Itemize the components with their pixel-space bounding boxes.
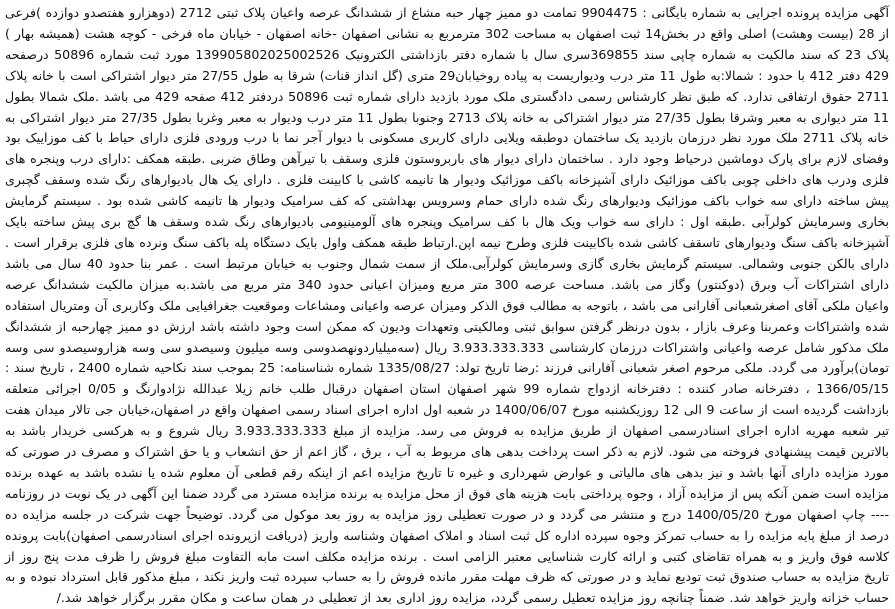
auction-notice-body-text: آگهی مزایده پرونده اجرایی به شماره بایگانی : 9904475 تمامت دو ممیز چهار حبه مشاع از ششدانگ عرصه واعیان پلاک ثبتی 2712 (دوهزارو هفتصدو دوازده )فرعی از 28 (بیست وهشت) اصلی واقع در بخش14 ثبت اصفهان به مساحت 302 مترمربع به نشانی اصفهان -خانه اصفهان - خیابان ماه فرخی - کوچه هشت (همیشه بهار ) پلاک 23 که سند مالکیت به شماره چاپی سند 369855سری سال با شماره دفتر بازداشتی الکترونیک 139905802025002526 مورد ثبت شماره 50896 درصفحه 429 دفتر 412 با حدود : شمالا:به طول 11 متر درب ودیواریست به پیاده روخیابان29 متری (گل انداز قنات) شرقا به طول 27/55 متر دیوار اشتراکی است با خانه پلاک 2711 حقوق ارتفاقی ندارد. که طبق نظر کارشناس رسمی دادگستری ملک مورد بازدید دارای شماره ثبت 50896 دردفتر 412 صفحه 429 می باشد .ملک شمالا بطول 11 متر دیواری به معبر وشرقا بطول 27/35 متر دیوار اشتراکی به خانه پلاک 2713 وجنوبا بطول 11 متر درب ودیوار به معبر وغربا بطول 27/35 متر دیوار اشتراکی به خانه پلاک 2711 ملک مورد نظر درزمان بازدید یک ساختمان دوطبقه ویلایی دارای کاربری مسکونی با دیوار آجر نما با درب ورودی فلزی دارای حیاط با کف موزاییک بود وفضای لازم برای پارک دوماشین درحیاط وجود دارد . ساختمان دارای دیوار های باربروستون فلزی وسقف با تیرآهن وطاق ضربی .طبقه همکف :دارای درب وپنجره های فلزی ودرب های داخلی چوبی باکف موزائیک دارای آشپزخانه باکف موزائیک ودیوار ها تانیمه کاشی با کابینت فلزی . دارای یک هال بادیوارهای رنگ شده وسقف گچبری پیش ساخته دارای سه خواب باکف موزائیک ودیوارهای رنگ شده دارای حمام وسرویس بهداشتی که کف سرامیک ودیوار ها تانیمه کاشی شده بود . سیستم گرمایش بخاری وسرمایش کولرآبی .طبقه اول : دارای سه خواب ویک هال با کف سرامیک وپنجره های آلومینیومی بادیوارهای رنگ شده وسقف ها گچ بری پیش ساخته بایک آشپزخانه باکف سنگ ودیوارهای تاسقف کاشی شده باکابینت فلزی وطرح نیمه اپن.ارتباط طبقه همکف واول بایک دستگاه پله باکف سنگ ونرده های فلزی برقرار است . دارای بالکن جنوبی وشمالی. سیستم گرمایش بخاری گازی وسرمایش کولرآبی.ملک از سمت شمال وجنوب به خیابان مرتبط است . عمر بنا حدود 40 سال می باشد دارای اشتراکات آب وبرق (دوکنتور) وگاز می باشد. مساحت عرصه 300 متر مربع ومیزان اعیانی حدود 340 متر مربع می باشد.به میزان مالکیت ششدانگ عرصه واعیان ملکی آقای اصغرشعبانی آفارانی می باشد ، باتوجه به مطالب فوق الذکر ومیزان عرصه واعیانی ومشاعات وموقعیت جغرافیایی ملک وکاربری آن ومتریال استفاده شده واشتراکات وعمربنا وعرف بازار ، بدون درنظر گرفتن سوابق ثبتی ومالکیتی وتعهدات ودیون که ممکن است وجود داشته باشد ارزش دو ممیز چهارحبه از ششدانگ ملک مذکور شامل عرصه واعیانی واشتراکات درزمان کارشناسی 3.933.333.333 ریال (سه‌میلیاردونهصدوسی وسه میلیون وسیصدو سی وسه هزاروسیصدو سی وسه تومان)برآورد می گردد. ملکی مرحوم اصغر شعبانی آفارانی فرزند :رضا تاریخ تولد: 1335/08/27 شماره شناسنامه: 25 بموجب سند نکاحیه شماره 2400 ، تاریخ سند : 1366/05/15 ، دفترخانه صادر کننده : دفترخانه ازدواج شماره 99 شهر اصفهان استان اصفهان درقبال طلب خانم زیلا عبدالله نژادوارنگ و 0/05 اجرائی متعلقه بازداشت گردیده است از ساعت 9 الی 12 روزیکشنبه مورخ 1400/06/07 در شعبه اول اداره اجرای اسناد رسمی اصفهان واقع در اصفهان،خیابان جی تالار میدان هفت تیر شعبه مهریه اداره اجرای اسنادرسمی اصفهان از طریق مزایده به فروش می رسد. مزایده از مبلغ 3.933.333.333 ریال شروع و به هرکسی خریدار باشد به بالاترین قیمت پیشنهادی فروخته می شود. لازم به ذکر است پرداخت بدهی های مربوط به آب ، برق ، گاز اعم از حق انشعاب و یا حق اشتراک و مصرف در صورتی که مورد مزایده دارای آنها باشد و نیز بدهی های مالیاتی و عوارض شهرداری و غیره تا تاریخ مزایده اعم از اینکه رقم قطعی آن معلوم شده یا نشده باشد به عهده برنده مزایده است ضمن آنکه پس از مزایده آزاد ، وجوه پرداختی بابت هزینه های فوق از محل مزایده به برنده مزایده مسترد می گردد ضمنا این آگهی در یک نوبت در روزنامه ---- چاپ اصفهان مورخ 1400/05/20 درج و منتشر می گردد و در صورت تعطیلی روز مزایده به روز بعد موکول می گردد. توضیحاً جهت شرکت در جلسه مزایده ده درصد از مبلغ پایه مزایده را به حساب تمرکز وجوه سپرده اداره کل ثبت اسناد و املاک اصفهان وشناسه واریز (دریافت ازپرونده اجرای اسنادرسمی اصفهان)بابت پرونده کلاسه فوق واریز و به همراه تقاضای کتبی و ارائه کارت شناسایی معتبر الزامی است . برنده مزایده مکلف است مابه التفاوت مبلغ فروش را ظرف مدت پنج روز از تاریخ مزایده به حساب صندوق ثبت تودیع نماید و در صورتی که ظرف مهلت مقرر مانده فروش را به حساب سپرده ثبت واریز نکند ، مبلغ مذکور قابل استرداد نبوده و به حساب خزانه واریز خواهد شد. ضمناً چنانچه روز مزایده تعطیل رسمی گردد، مزایده روز اداری بعد از تعطیلی در همان ساعت و مکان مقرر برگزار خواهد شد./ — [5, 5, 890, 606]
